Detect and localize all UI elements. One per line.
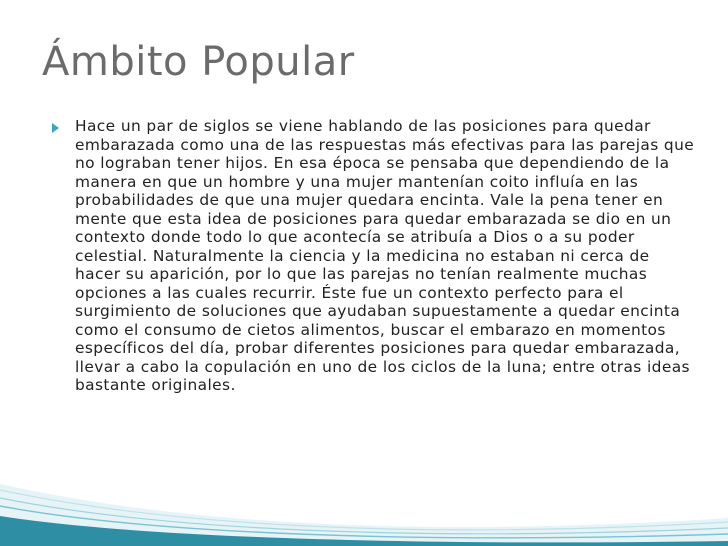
bullet-text: Hace un par de siglos se viene hablando de las posiciones para quedar embarazada como una de las respuestas más efectivas para las parejas que no lograban tener hijos. En esa época se pensaba que dependiendo de la manera en que un hombre y una mujer mantenían coito influía en las probabilidades de que una mujer quedara encinta. Vale la pena tener en mente que esta idea de posiciones para quedar embarazada se dio en un contexto donde todo lo que acontecía se atribuía a Dios o a su poder celestial. Naturalmente la ciencia y la medicina no estaban ni cerca de hacer su aparición, por lo que las parejas no tenían realmente muchas opciones a las cuales recurrir. Éste fue un contexto perfecto para el surgimiento de soluciones que ayudaban supuestamente a quedar encinta como el consumo de cietos alimentos, buscar el embarazo en momentos específicos del día, probar diferentes posiciones para quedar embarazada, llevar a cabo la copulación en uno de los ciclos de la luna; entre otras ideas bastante originales. (75, 117, 695, 394)
decorative-wave-graphic (0, 446, 728, 546)
slide-title: Ámbito Popular (42, 39, 355, 85)
triangle-bullet-icon (52, 123, 59, 133)
